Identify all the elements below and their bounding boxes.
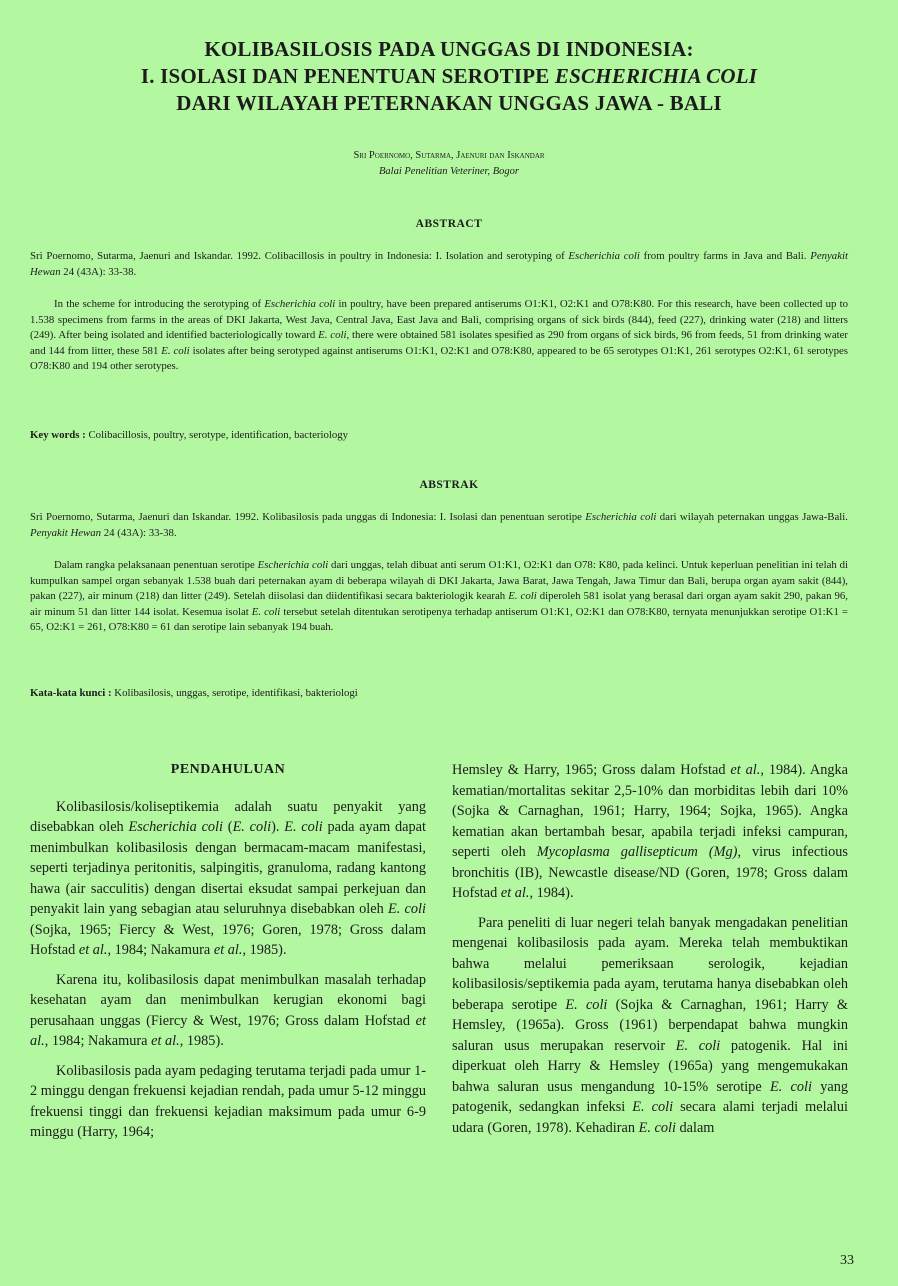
intro-paragraph-2: Karena itu, kolibasilosis dapat menimbulkan masalah terhadap kesehatan ayam dan menimbulkan kerugian ekonomi bagi perusahaan unggas (Fiercy & West, 1976; Gross dalam Hofstad et al., 1984; Nakamura et al., 1985). xyxy=(30,971,426,1049)
title-line-1: KOLIBASILOSIS PADA UNGGAS DI INDONESIA: xyxy=(204,37,694,61)
abstrak-keywords: Kata-kata kunci : Kolibasilosis, unggas, serotipe, identifikasi, bakteriologi xyxy=(30,687,358,699)
intro-paragraph-3: Kolibasilosis pada ayam pedaging terutama terjadi pada umur 1-2 minggu dengan frekuensi kejadian rendah, pada umur 5-12 minggu frekuensi tinggi dan frekuensi kejadian maksimum pada umur 6-9 minggu (Harry, 1964; xyxy=(30,1062,426,1140)
intro-paragraph-1: Kolibasilosis/koliseptikemia adalah suatu penyakit yang disebabkan oleh Escherichia coli (E. coli). E. coli pada ayam dapat menimbulkan kolibasilosis dengan bermacam-macam manifestasi, seperti terjadinya peritonitis, salpingitis, granuloma, radang kantong hawa (air sacculitis) dengan disertai eksudat sampai perkejuan dan penyakit lain yang sebagian atau seluruhnya disebabkan oleh E. coli (Sojka, 1965; Fiercy & West, 1976; Goren, 1978; Gross dalam Hofstad et al., 1984; Nakamura et al., 1985). xyxy=(30,798,427,958)
body-column-left xyxy=(30,760,426,1152)
abstract-keywords: Key words : Colibacillosis, poultry, serotype, identification, bacteriology xyxy=(30,429,349,441)
abstrak-heading: ABSTRAK xyxy=(419,479,479,491)
title-species: ESCHERICHIA COLI xyxy=(554,64,758,88)
abstract-citation: Sri Poernomo, Sutarma, Jaenuri and Iskandar. 1992. Colibacillosis in poultry in Indonesia: I. Isolation and serotyping of Escherichia coli from poultry farms in Java and Bali. Penyakit Hewan 24 (43A): 33-38. xyxy=(30,250,848,278)
title-line-3: DARI WILAYAH PETERNAKAN UNGGAS JAWA - BALI xyxy=(176,91,722,115)
authors: Sri Poernomo, Sutarma, Jaenuri dan Iskandar xyxy=(353,150,545,161)
abstrak-citation: Sri Poernomo, Sutarma, Jaenuri dan Iskandar. 1992. Kolibasilosis pada unggas di Indonesia: I. Isolasi dan penentuan serotipe Escherichia coli dari wilayah peternakan unggas Jawa-Bali. Penyakit Hewan 24 (43A): 33-38. xyxy=(30,511,848,539)
intro-paragraph-5: Para peneliti di luar negeri telah banyak mengadakan penelitian mengenai kolibasilosis pada ayam. Mereka telah membuktikan bahwa melalui pemeriksaan serologik, kejadian kolibasilosis/septikemia pada ayam, terutama hanya disebabkan oleh beberapa serotipe E. coli (Sojka & Carnaghan, 1961; Harry & Hemsley, (1965a). Gross (1961) berpendapat bahwa mungkin saluran usus merupakan reservoir E. coli patogenik. Hal ini diperkuat oleh Harry & Hemsley (1965a) yang mengemukakan bahwa saluran usus mengandung 10-15% serotipe E. coli yang patogenik, sedangkan infeksi E. coli secara alami terjadi melalui udara (Goren, 1978). Kehadiran E. coli dalam xyxy=(452,914,849,1136)
abstract-heading: ABSTRACT xyxy=(415,218,483,230)
title-line-2: I. ISOLASI DAN PENENTUAN SEROTIPE ESCHERICHIA COLI xyxy=(140,64,758,88)
page-number: 33 xyxy=(840,1253,854,1268)
paper-title xyxy=(60,36,838,117)
intro-heading: PENDAHULUAN xyxy=(170,762,286,777)
affiliation: Balai Penelitian Veteriner, Bogor xyxy=(379,166,519,177)
abstrak-body: Dalam rangka pelaksanaan penentuan serotipe Escherichia coli dari unggas, telah dibuat anti serum O1:K1, O2:K1 dan O78: K80, pada kelinci. Untuk keperluan penelitian ini telah di kumpulkan sampel organ sebanyak 1.538 buah dari peternakan ayam di beberapa wilayah di DKI Jakarta, Jawa Barat, Jawa Tengah, Jawa Timur dan Bali, berupa organ ayam sakit (844), pakan (227), air minum (218) dan litter (249). Setelah diisolasi dan diidentifikasi secara bakteriologik kearah E. coli diperoleh 581 isolat yang berasal dari organ ayam sakit 290, pakan 96, air minum 51 dan litter 144 isolat. Kesemua isolat E. coli tersebut setelah ditentukan serotipenya terhadap antiserum O1:K1, O2:K1 dan O78:K80, ternyata menunjukkan serotipe O1:K1 = 65, O2:K1 = 261, O78:K80 = 61 dan serotipe lain sebanyak 194 buah. xyxy=(30,559,848,633)
body-column-right xyxy=(452,760,848,1147)
abstract-body: In the scheme for introducing the serotyping of Escherichia coli in poultry, have been prepared antiserums O1:K1, O2:K1 and O78:K80. For this research, have been collected up to 1.538 specimens from farms in the areas of DKI Jakarta, West Java, Central Java, East Java and Bali, comprising organs of sick birds (844), feed (227), drinking water (218) and litters (249). After being isolated and identified bacteriologically toward E. coli, there were obtained 581 isolates spesified as 290 from organs of sick birds, 96 from feeds, 51 from drinking water and 144 from litter, these 581 E. coli isolates after being serotyped against antiserums O1:K1, O2:K1 and O78:K80, appeared to be 65 serotypes O1:K1, 261 serotypes O2:K1, 61 serotypes O78:K80 and 194 other serotypes. xyxy=(30,298,848,372)
intro-paragraph-4: Hemsley & Harry, 1965; Gross dalam Hofstad et al., 1984). Angka kematian/mortalitas sekitar 2,5-10% dan morbiditas lebih dari 10% (Sojka & Carnaghan, 1961; Harry, 1964; Sojka, 1965). Angka kematian akan bertambah besar, apabila terjadi infeksi campuran, seperti oleh Mycoplasma gallisepticum (Mg), virus infectious bronchitis (IB), Newcastle disease/ND (Goren, 1978; Gross dalam Hofstad et al., 1984). xyxy=(452,762,848,901)
